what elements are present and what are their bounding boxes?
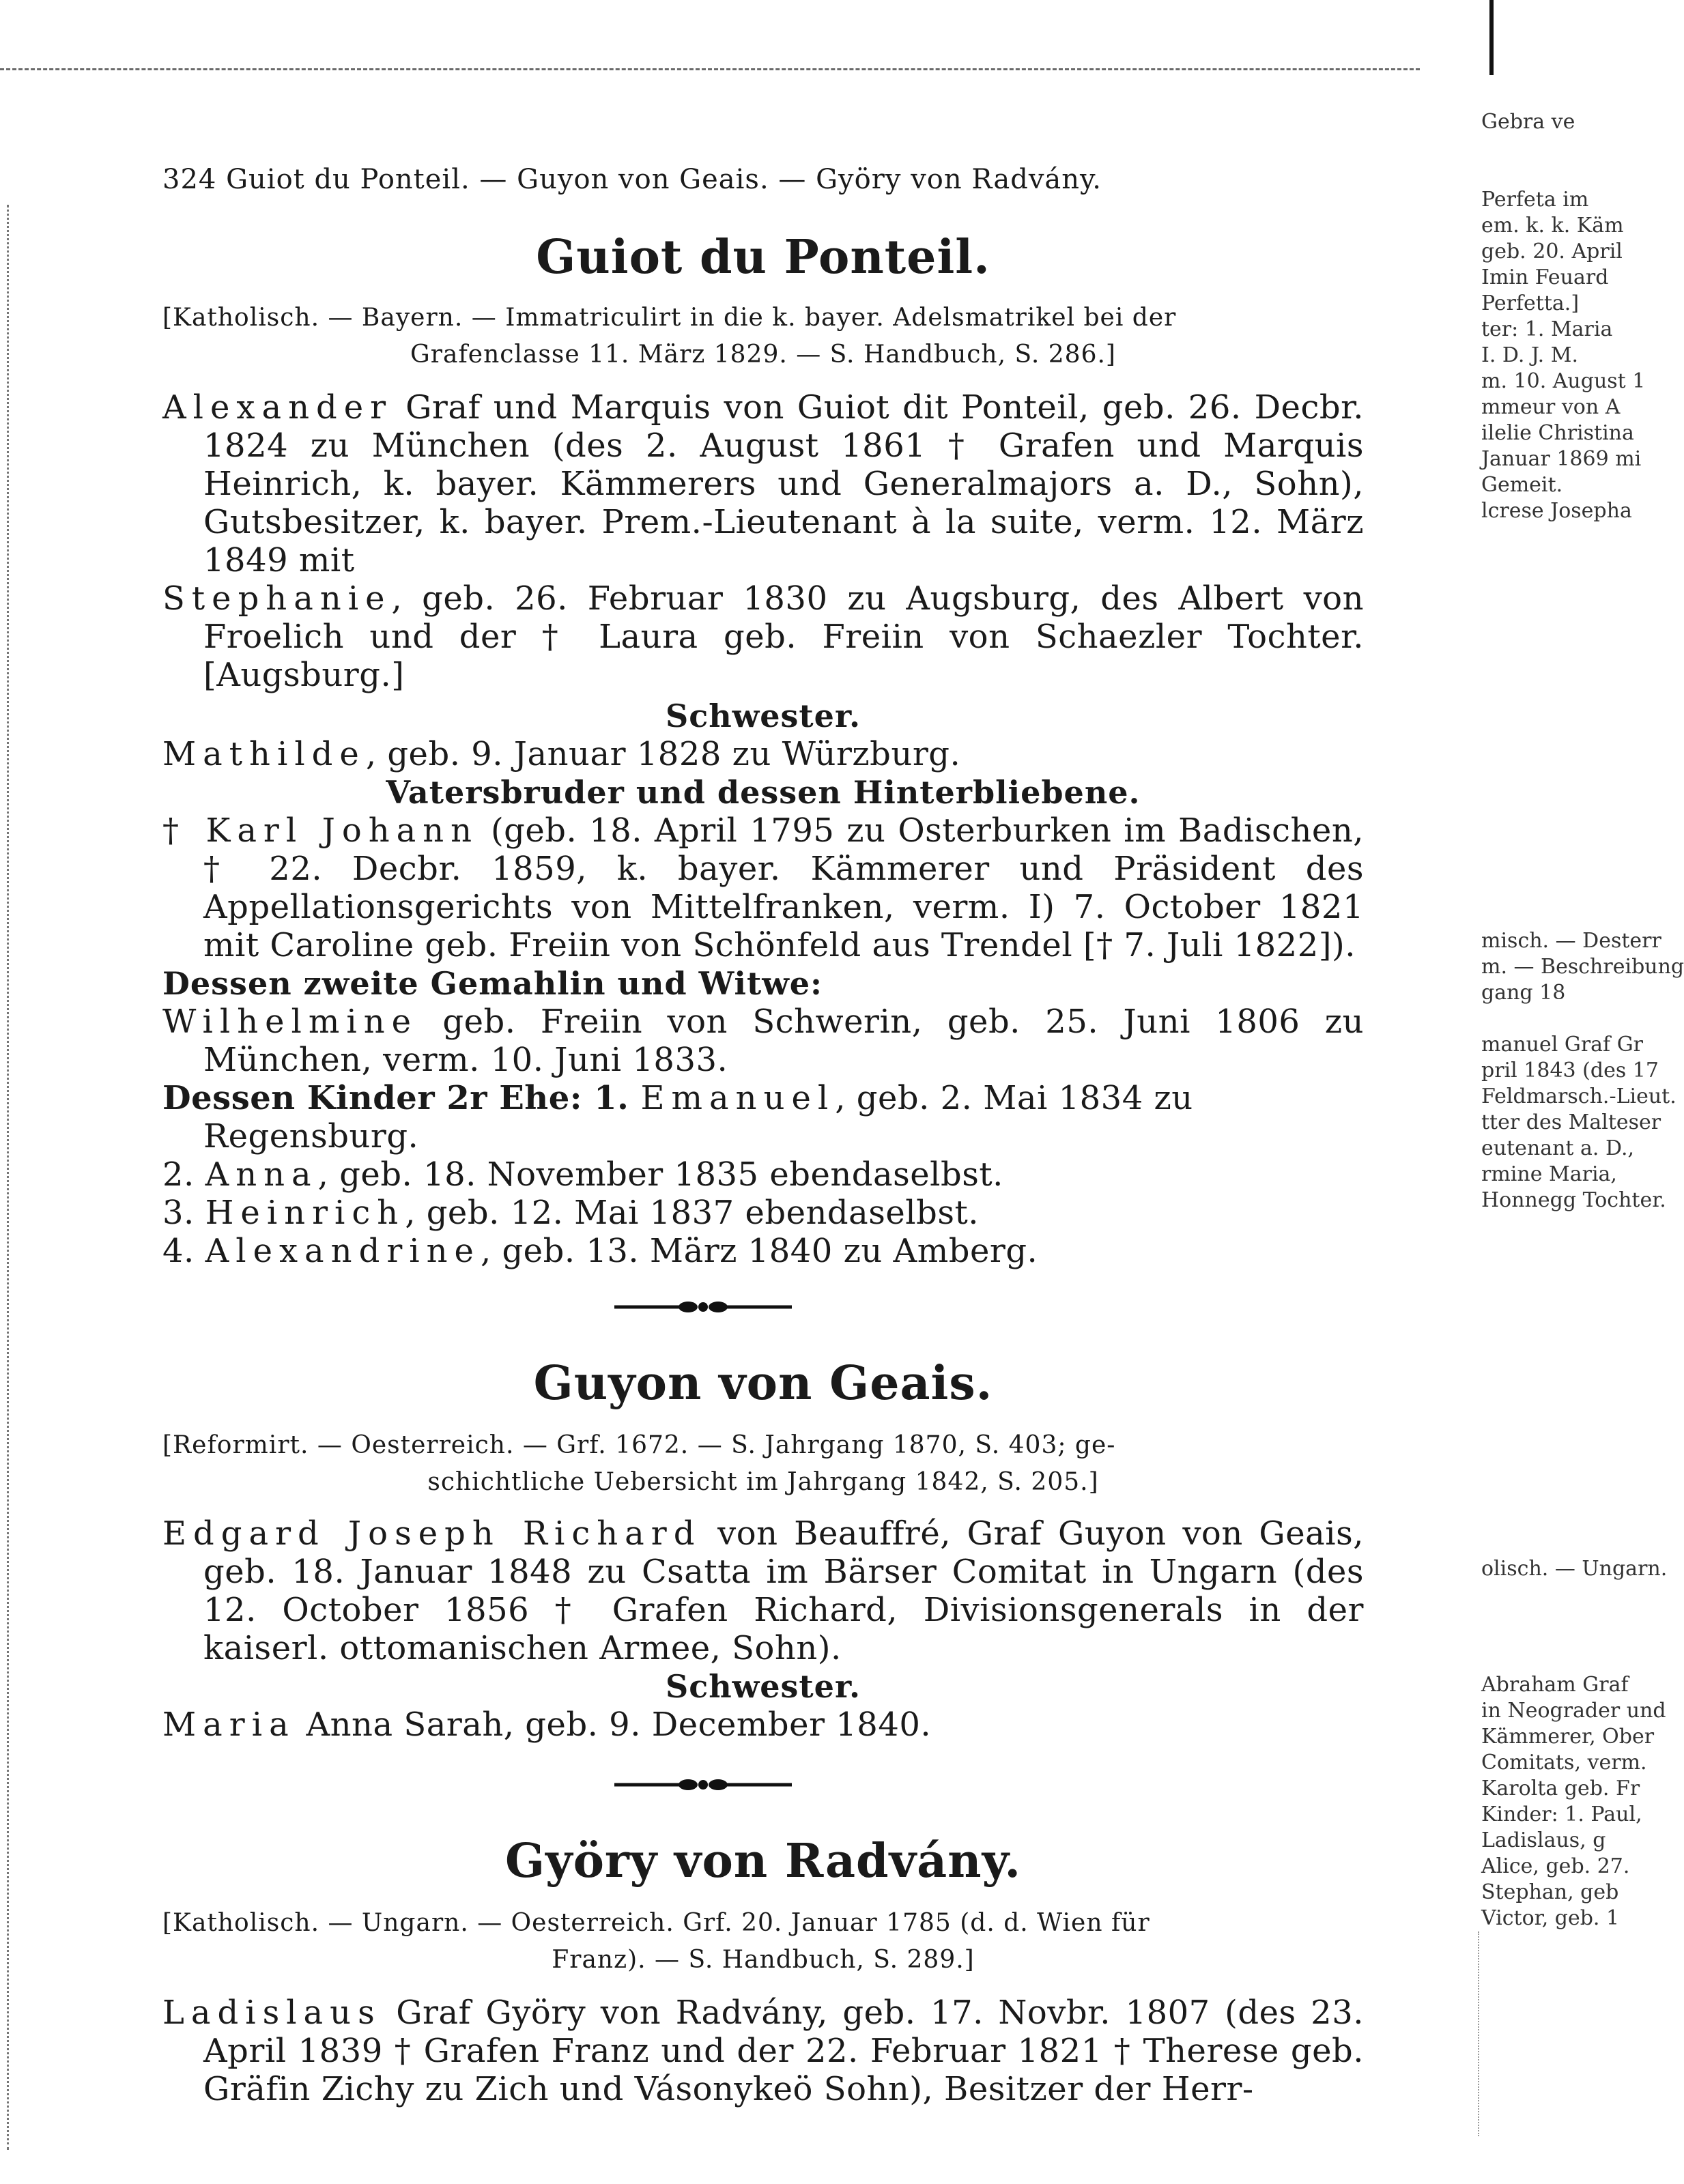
entry-guiot-du-ponteil bbox=[162, 232, 1364, 1270]
section-divider-ornament bbox=[614, 1774, 792, 1795]
adjacent-page-fragment bbox=[1481, 928, 1684, 1213]
entry-gyory-von-radvany bbox=[162, 1836, 1364, 2108]
person-name: Mathilde bbox=[162, 734, 366, 773]
section-heading: Vatersbruder und dessen Hinterbliebene. bbox=[386, 773, 1141, 811]
adjacent-page-line: lcrese Josepha bbox=[1481, 499, 1632, 523]
genealogy-paragraph bbox=[162, 1994, 1364, 2108]
genealogy-item bbox=[162, 1079, 1364, 1155]
section-heading: Schwester. bbox=[666, 1667, 861, 1705]
adjacent-page-line: misch. — Desterr bbox=[1481, 929, 1661, 953]
adjacent-page-line: rmine Maria, bbox=[1481, 1162, 1617, 1186]
adjacent-page-line: Kinder: 1. Paul, bbox=[1481, 1802, 1642, 1826]
person-details: (geb. 18. April 1795 zu Osterburken im Badischen, † 22. Decbr. 1859, k. bayer. Kämmerer und Präsident des Appellationsgerichts von Mittelfranken, verm. I) 7. October 1821 mit Caroline geb. Freiin von Schönfeld aus Trendel [† 7. Juli 1822]). bbox=[203, 811, 1364, 964]
adjacent-page-line bbox=[1481, 161, 1638, 187]
person-details: geb. Freiin von Schwerin, geb. 25. Juni 1806 zu München, verm. 10. Juni 1833. bbox=[203, 1002, 1364, 1079]
person-name: Edgard Joseph Richard bbox=[162, 1514, 702, 1553]
genealogy-item bbox=[162, 1232, 1364, 1270]
person-name: Wilhelmine bbox=[162, 1002, 418, 1041]
section-divider-ornament bbox=[614, 1297, 792, 1317]
person-details: von Beauffré, Graf Guyon von Geais, geb. 18. Januar 1848 zu Csatta im Bärser Comitat in Ungarn (des 12. October 1856 † Grafen Richard, Divisionsgenerals in der kaiserl. ottomanischen Armee, Sohn). bbox=[203, 1514, 1364, 1667]
section-heading: Schwester. bbox=[666, 697, 861, 734]
entry-meta-line: [Reformirt. — Oesterreich. — Grf. 1672. — S. Jahrgang 1870, S. 403; ge- bbox=[162, 1431, 1116, 1459]
person-details: , geb. 26. Februar 1830 zu Augsburg, des Albert von Froelich und der † Laura geb. Freiin von Schaezler Tochter. [Augsburg.] bbox=[203, 579, 1364, 694]
adjacent-page-line: m. 10. August 1 bbox=[1481, 369, 1646, 393]
item-prefix: 3. bbox=[162, 1193, 205, 1232]
adjacent-page-line: Perfeta im bbox=[1481, 188, 1589, 212]
adjacent-page-line: Comitats, verm. bbox=[1481, 1751, 1647, 1774]
person-details: , geb. 18. November 1835 ebendaselbst. bbox=[317, 1155, 1003, 1194]
entry-meta-line: [Katholisch. — Bayern. — Immatriculirt in die k. bayer. Adelsmatrikel bei der bbox=[162, 303, 1177, 332]
adjacent-page-fragment bbox=[1481, 1672, 1666, 1931]
person-name: Alexander bbox=[162, 388, 393, 427]
entry-meta-line: Franz). — S. Handbuch, S. 289.] bbox=[552, 1945, 975, 1974]
adjacent-page-line: Honnegg Tochter. bbox=[1481, 1188, 1666, 1212]
adjacent-page-line: Januar 1869 mi bbox=[1481, 447, 1642, 471]
section-heading: Dessen zweite Gemahlin und Witwe: bbox=[162, 964, 823, 1002]
entry-title: Guyon von Geais. bbox=[533, 1356, 993, 1411]
adjacent-page-line: in Neograder und bbox=[1481, 1699, 1666, 1723]
person-details: , geb. 12. Mai 1837 ebendaselbst. bbox=[405, 1193, 980, 1232]
genealogy-item bbox=[162, 1155, 1364, 1194]
person-details: Graf und Marquis von Guiot dit Ponteil, geb. 26. Decbr. 1824 zu München (des 2. August 1861 † Grafen und Marquis Heinrich, k. bayer. Kämmerers und Generalmajors a. D., Sohn), Gutsbesitzer, k. bayer. Prem.-Lieutenant à la suite, verm. 12. März 1849 mit bbox=[203, 388, 1364, 579]
adjacent-page-line: em. k. k. Käm bbox=[1481, 214, 1624, 238]
adjacent-page-line: eutenant a. D., bbox=[1481, 1136, 1635, 1160]
adjacent-page-line bbox=[1481, 1006, 1638, 1032]
genealogy-item bbox=[162, 1194, 1364, 1232]
person-details: Anna Sarah, geb. 9. December 1840. bbox=[295, 1705, 932, 1744]
genealogy-item bbox=[162, 1706, 1364, 1744]
person-details: , geb. 9. Januar 1828 zu Würzburg. bbox=[365, 734, 961, 773]
adjacent-page-fragment bbox=[1481, 109, 1646, 524]
person-name: Emanuel bbox=[640, 1078, 836, 1117]
adjacent-page-line: gang 18 bbox=[1481, 981, 1566, 1005]
adjacent-page-line: Victor, geb. 1 bbox=[1481, 1906, 1620, 1930]
adjacent-page-line: pril 1843 (des 17 bbox=[1481, 1059, 1659, 1082]
adjacent-page-line: Abraham Graf bbox=[1481, 1673, 1629, 1697]
adjacent-page-line: ilelie Christina bbox=[1481, 421, 1634, 445]
adjacent-page-line: Karolta geb. Fr bbox=[1481, 1777, 1640, 1800]
genealogy-item bbox=[162, 735, 1364, 773]
adjacent-page-line: Feldmarsch.-Lieut. bbox=[1481, 1084, 1676, 1108]
entry-title: Györy von Radvány. bbox=[504, 1834, 1021, 1888]
entry-guyon-von-geais bbox=[162, 1358, 1364, 1744]
genealogy-paragraph bbox=[162, 388, 1364, 579]
entry-title: Guiot du Ponteil. bbox=[536, 230, 990, 285]
person-name: † Karl Johann bbox=[162, 811, 479, 850]
genealogy-paragraph bbox=[162, 1003, 1364, 1079]
person-name: Stephanie bbox=[162, 579, 392, 618]
person-name: Anna bbox=[205, 1155, 318, 1194]
adjacent-page-line: Imin Feuard bbox=[1481, 265, 1609, 289]
page-gutter-mark bbox=[1489, 0, 1494, 75]
genealogy-paragraph bbox=[162, 579, 1364, 694]
adjacent-page-line: Gemeit. bbox=[1481, 473, 1563, 497]
item-prefix: 4. bbox=[162, 1231, 205, 1270]
genealogy-paragraph bbox=[162, 1514, 1364, 1667]
adjacent-page-line: Stephan, geb bbox=[1481, 1880, 1619, 1904]
adjacent-page-line: Kämmerer, Ober bbox=[1481, 1725, 1655, 1749]
person-details: , geb. 13. März 1840 zu Amberg. bbox=[480, 1231, 1038, 1270]
adjacent-page-line: Gebra ve bbox=[1481, 110, 1575, 134]
person-details: , geb. 2. Mai 1834 zu Regensburg. bbox=[203, 1078, 1193, 1155]
adjacent-page-line: olisch. — Ungarn. bbox=[1481, 1557, 1668, 1581]
adjacent-page-line bbox=[1481, 135, 1638, 161]
item-prefix: 2. bbox=[162, 1155, 205, 1194]
person-name: Ladislaus bbox=[162, 1993, 382, 2032]
adjacent-page-line: ter: 1. Maria bbox=[1481, 317, 1613, 341]
entry-meta-line: schichtliche Uebersicht im Jahrgang 1842, S. 205.] bbox=[427, 1467, 1099, 1496]
adjacent-page-line: I. D. J. M. bbox=[1481, 343, 1579, 367]
entry-meta-line: [Katholisch. — Ungarn. — Oesterreich. Grf. 20. Januar 1785 (d. d. Wien für bbox=[162, 1908, 1150, 1937]
item-prefix: Dessen Kinder 2r Ehe: 1. bbox=[162, 1078, 641, 1117]
scan-artifact-left-edge bbox=[7, 205, 9, 2150]
running-head: 324 Guiot du Ponteil. — Guyon von Geais. — Györy von Radvány. bbox=[162, 164, 1102, 195]
entry-meta-line: Grafenclasse 11. März 1829. — S. Handbuch, S. 286.] bbox=[410, 340, 1116, 369]
adjacent-page-line: tter des Malteser bbox=[1481, 1110, 1661, 1134]
adjacent-page-line: Alice, geb. 27. bbox=[1481, 1854, 1630, 1878]
adjacent-page-fragment bbox=[1481, 1556, 1668, 1582]
scan-artifact-top-dashes bbox=[0, 68, 1420, 70]
genealogy-paragraph bbox=[162, 811, 1364, 964]
gutter-dotted-line bbox=[1478, 1931, 1479, 2136]
person-name: Heinrich bbox=[205, 1193, 405, 1232]
adjacent-page-line: geb. 20. April bbox=[1481, 240, 1623, 263]
person-details: Graf Györy von Radvány, geb. 17. Novbr. 1807 (des 23. April 1839 † Grafen Franz und der 22. Februar 1821 † Therese geb. Gräfin Zichy zu Zich und Vásonykeö Sohn), Besitzer der Herr- bbox=[203, 1993, 1364, 2108]
adjacent-page-line: m. — Beschreibung bbox=[1481, 955, 1684, 979]
adjacent-page-line: manuel Graf Gr bbox=[1481, 1033, 1643, 1057]
adjacent-page-line: Ladislaus, g bbox=[1481, 1828, 1606, 1852]
adjacent-page-line: mmeur von A bbox=[1481, 395, 1621, 419]
adjacent-page-line: Perfetta.] bbox=[1481, 291, 1580, 315]
person-name: Maria bbox=[162, 1705, 296, 1744]
person-name: Alexandrine bbox=[205, 1231, 481, 1270]
